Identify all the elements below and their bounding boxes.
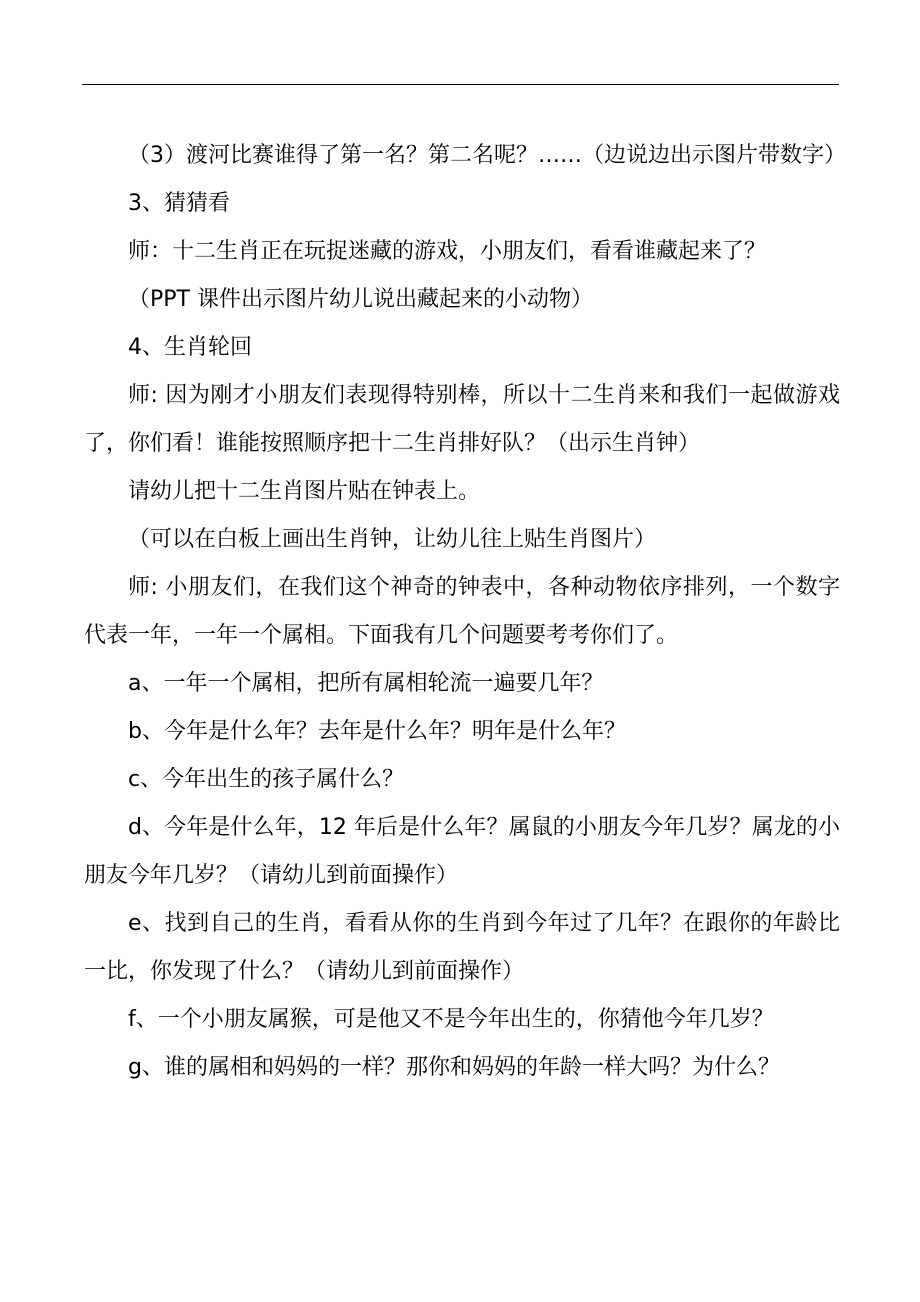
document-body [84,132,846,1092]
question-a: a、一年一个属相，把所有属相轮流一遍要几年？ [128,671,604,696]
header-rule [82,84,839,85]
paragraph-ppt-note: （PPT 课件出示图片幼儿说出藏起来的小动物） [128,287,593,312]
question-c: c、今年出生的孩子属什么？ [128,767,405,792]
paragraph-teacher-clock: 师: 因为刚才小朋友们表现得特别棒，所以十二生肖来和我们一起做游戏了，你们看！谁能按照顺序把十二生肖排好队？（出示生肖钟） [84,383,840,456]
section-heading-cycle: 4、生肖轮回 [128,335,252,360]
question-b: b、今年是什么年？去年是什么年？明年是什么年？ [128,719,626,744]
paragraph-whiteboard-note: （可以在白板上画出生肖钟，让幼儿往上贴生肖图片） [128,527,657,552]
paragraph-teacher-questions-intro: 师: 小朋友们，在我们这个神奇的钟表中，各种动物依序排列，一个数字代表一年，一年一个属相。下面我有几个问题要考考你们了。 [84,575,840,648]
question-d: d、今年是什么年，12 年后是什么年？属鼠的小朋友今年几岁？属龙的小朋友今年几岁？（请幼儿到前面操作） [84,815,840,888]
paragraph-teacher-hide-seek: 师：十二生肖正在玩捉迷藏的游戏，小朋友们，看看谁藏起来了？ [128,239,767,264]
question-f: f、一个小朋友属猴，可是他又不是今年出生的，你猜他今年几岁？ [128,1007,774,1032]
paragraph-paste-instruction: 请幼儿把十二生肖图片贴在钟表上。 [128,479,481,504]
question-g: g、谁的属相和妈妈的一样？那你和妈妈的年龄一样大吗？为什么？ [128,1055,780,1080]
question-e: e、找到自己的生肖，看看从你的生肖到今年过了几年？在跟你的年龄比一比，你发现了什么？（请幼儿到前面操作） [84,911,840,984]
paragraph-race-question: （3）渡河比赛谁得了第一名？第二名呢？……（边说边出示图片带数字） [128,143,846,168]
section-heading-guess: 3、猜猜看 [128,191,230,216]
